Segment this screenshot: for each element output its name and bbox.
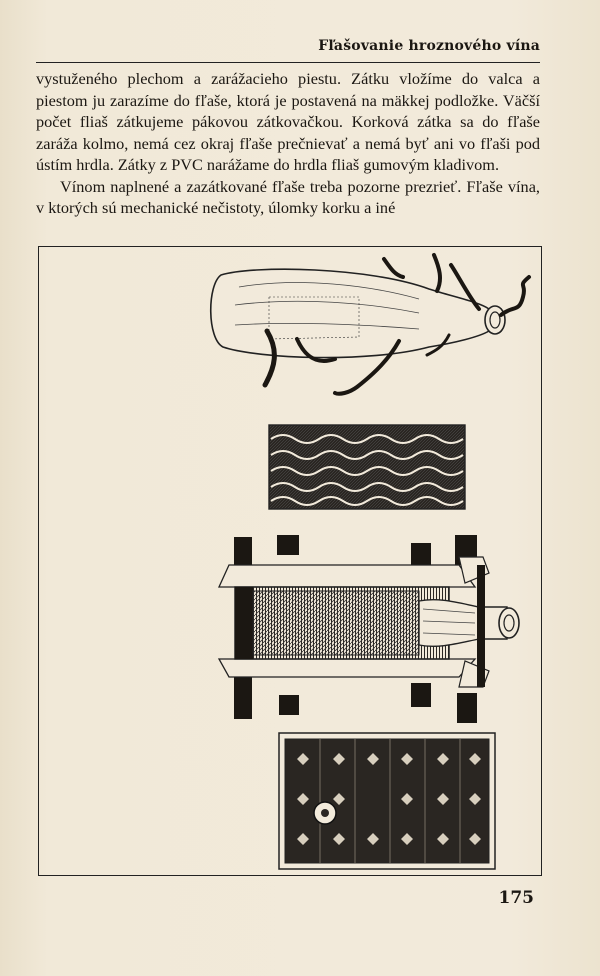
- bottle-in-press-icon: [219, 535, 519, 723]
- wine-rack-icon: [269, 425, 465, 509]
- paragraph: vystuženého plechom a zarážacieho piestu. Zátku vložíme do valca a piestom ju zarazíme do fľaše, ktorá je postavená na mäkkej podložke. Väčší počet fliaš zátkujeme pákovou zátkovačkou. Korková zátka sa do fľaše zaráža kolmo, nemá cez okraj fľaše prečnievať a nemá byť ani vo fľaši pod ústím hrdla. Zátky z PVC narážame do hrdla fliaš gumovým kladivom.: [36, 69, 540, 174]
- running-head-title: Fľašovanie hroznového vína: [318, 38, 540, 54]
- bottle-bin-icon: [279, 733, 495, 869]
- running-head: [36, 34, 540, 63]
- bottle-with-wire-icon: [211, 255, 529, 394]
- page-number: 175: [498, 888, 534, 908]
- body-text: [36, 68, 540, 219]
- illustration-figure: [38, 246, 542, 876]
- paragraph: Vínom naplnené a zazátkované fľaše treba pozorne prezrieť. Fľaše vína, v ktorých sú mechanické nečistoty, úlomky korku a iné: [36, 176, 540, 217]
